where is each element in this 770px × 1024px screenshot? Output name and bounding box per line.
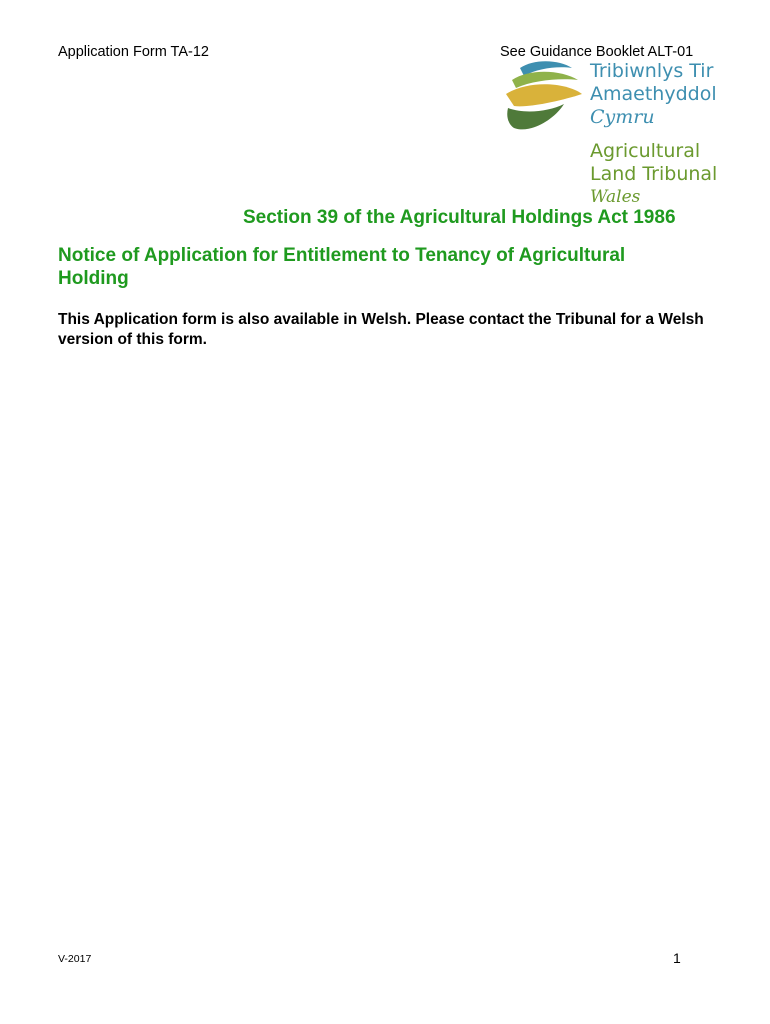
- form-id-label: Application Form TA-12: [58, 44, 209, 60]
- version-label: V-2017: [58, 953, 92, 965]
- section-title: Section 39 of the Agricultural Holdings Act 1986: [243, 207, 676, 228]
- tribunal-logo-icon: [500, 58, 586, 136]
- page-number: 1: [673, 950, 681, 966]
- guidance-reference: See Guidance Booklet ALT-01: [500, 44, 694, 60]
- welsh-version-note: This Application form is also available in Welsh. Please contact the Tribunal for a Welsh version of this form.: [58, 311, 704, 348]
- logo-english-line-1: Agricultural: [590, 140, 701, 162]
- logo-english-line-2: Land Tribunal: [590, 163, 718, 185]
- logo-gold-swoosh: [506, 84, 582, 106]
- logo-english-line-3: Wales: [590, 187, 641, 207]
- notice-title: Notice of Application for Entitlement to Tenancy of Agricultural Holding: [58, 245, 626, 289]
- logo-welsh-line-2: Amaethyddol: [590, 83, 717, 105]
- logo-dark-swoosh: [507, 104, 564, 129]
- logo-welsh-line-1: Tribiwnlys Tir: [590, 60, 714, 82]
- logo-welsh-line-3: Cymru: [590, 106, 655, 128]
